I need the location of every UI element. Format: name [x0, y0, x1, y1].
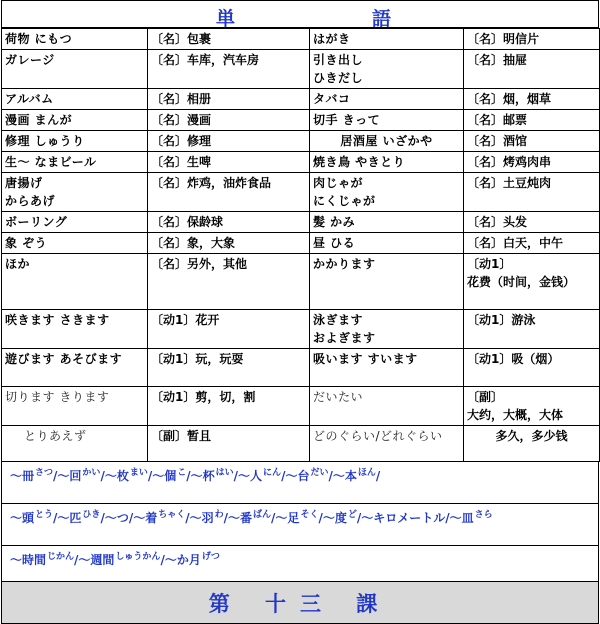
- counter-word: /～週間: [74, 553, 115, 567]
- vocab-meaning-right-text: 〔名〕抽屉: [467, 53, 528, 67]
- counter-line-3: [2, 546, 598, 582]
- vocab-word-right: [310, 426, 464, 462]
- vocab-meaning-left: [148, 233, 310, 254]
- vocab-word-right: [310, 173, 464, 212]
- counter-reading: ちゃく: [158, 510, 186, 520]
- counter-reading: まい: [129, 468, 148, 478]
- vocab-word-right-text: だいたい: [313, 390, 364, 404]
- counter-word: /～番: [223, 511, 253, 525]
- counter-reading: しゅうかん: [115, 552, 161, 562]
- counter-reading: さら: [474, 510, 493, 520]
- counter-word: /: [375, 469, 381, 483]
- vocab-word-left: [2, 349, 148, 387]
- counter-word: /～つ: [100, 511, 129, 525]
- vocab-meaning-left: [148, 254, 310, 310]
- counter-word: /～足: [271, 511, 300, 525]
- vocab-word-left-text: 咲きます さきます: [5, 313, 110, 327]
- vocab-word-right-text: 昼 ひる: [313, 236, 356, 250]
- counter-reading: とう: [35, 510, 54, 520]
- vocab-meaning-left-text: 〔动1〕花开: [151, 313, 220, 327]
- vocab-meaning-left: [148, 50, 310, 89]
- vocab-meaning-right-text: 〔动1〕 花费（时间，金钱）: [467, 257, 576, 289]
- vocabulary-table: [1, 28, 600, 462]
- vocab-meaning-left-text: 〔名〕生啤: [151, 155, 212, 169]
- vocab-meaning-left: [148, 310, 310, 349]
- vocab-word-left-text: 切ります きります: [5, 390, 110, 404]
- vocab-word-right: [310, 131, 464, 152]
- vocab-word-left-text: とりあえず: [24, 429, 87, 443]
- vocab-word-left-text: ほか: [5, 257, 31, 271]
- vocab-row: [2, 212, 600, 233]
- vocab-word-right: [310, 50, 464, 89]
- vocab-row: [2, 110, 600, 131]
- vocab-meaning-right: [464, 426, 600, 462]
- vocab-row: [2, 233, 600, 254]
- vocab-row: [2, 89, 600, 110]
- vocab-word-right-text: 肉じゃが にくじゃが: [313, 176, 376, 208]
- vocab-meaning-right: [464, 233, 600, 254]
- counter-word: ～時間: [10, 553, 47, 567]
- vocab-meaning-left-text: 〔动1〕玩，玩耍: [151, 352, 244, 366]
- counter-reading: ひき: [82, 510, 101, 520]
- vocab-word-left-text: 修理 しゅうり: [5, 134, 85, 148]
- vocab-meaning-right-text: 〔名〕酒馆: [467, 134, 528, 148]
- counter-reading: こ: [177, 468, 187, 478]
- vocab-word-right: [310, 233, 464, 254]
- counter-section: [1, 462, 599, 582]
- vocab-meaning-right: [464, 254, 600, 310]
- vocab-row: [2, 310, 600, 349]
- vocab-word-left: [2, 50, 148, 89]
- vocab-word-left: [2, 29, 148, 50]
- vocab-word-left-text: 荷物 にもつ: [5, 32, 73, 46]
- vocab-meaning-right: [464, 310, 600, 349]
- counter-reading: ほん: [357, 468, 376, 478]
- vocab-meaning-left-text: 〔副〕暂且: [151, 429, 212, 443]
- vocab-meaning-left: [148, 89, 310, 110]
- counter-reading: わ: [214, 510, 224, 520]
- vocab-word-left: [2, 110, 148, 131]
- counter-reading: ばん: [253, 510, 272, 520]
- vocab-word-right-text: 引き出し ひきだし: [313, 53, 364, 85]
- vocab-row: [2, 50, 600, 89]
- vocab-word-right-text: 切手 きって: [313, 113, 381, 127]
- counter-word: ～頭: [10, 511, 35, 525]
- counter-reading: ど: [347, 510, 357, 520]
- vocab-word-right-text: 焼き鳥 やきとり: [313, 155, 406, 169]
- vocab-word-left: [2, 254, 148, 310]
- vocab-meaning-right: [464, 29, 600, 50]
- vocab-meaning-left: [148, 349, 310, 387]
- vocab-meaning-right: [464, 212, 600, 233]
- vocab-meaning-right: [464, 50, 600, 89]
- vocab-meaning-right-text: 〔动1〕游泳: [467, 313, 536, 327]
- vocab-meaning-right-text: 〔副〕 大约，大概，大体: [467, 390, 564, 422]
- vocab-word-left: [2, 89, 148, 110]
- counter-word: /～キロメートル/～皿: [356, 511, 474, 525]
- vocab-meaning-right-text: 〔名〕土豆炖肉: [467, 176, 552, 190]
- vocab-meaning-left: [148, 110, 310, 131]
- lesson-title: 第 十三 課: [208, 591, 392, 616]
- vocab-row: [2, 349, 600, 387]
- counter-word: /～本: [328, 469, 357, 483]
- vocab-word-left: [2, 152, 148, 173]
- header-right-char: 語: [372, 8, 392, 30]
- vocab-word-left-text: 遊びます あそびます: [5, 352, 123, 366]
- vocab-word-right: [310, 349, 464, 387]
- vocab-word-left-text: 漫画 まんが: [5, 113, 73, 127]
- vocab-word-left: [2, 212, 148, 233]
- counter-reading: げつ: [201, 552, 220, 562]
- vocab-word-left-text: ガレージ: [5, 53, 55, 67]
- counter-word: ～冊: [10, 469, 35, 483]
- vocab-meaning-right-text: 〔名〕明信片: [467, 32, 540, 46]
- vocab-word-left: [2, 233, 148, 254]
- vocab-word-right: [310, 254, 464, 310]
- vocab-word-left: [2, 310, 148, 349]
- vocab-word-right-text: かかります: [313, 257, 376, 271]
- counter-reading: じかん: [47, 552, 75, 562]
- vocabulary-header: [1, 0, 599, 28]
- vocab-word-right: [310, 212, 464, 233]
- counter-word: /～回: [53, 469, 82, 483]
- counter-reading: そく: [300, 510, 319, 520]
- vocab-meaning-left-text: 〔名〕包裹: [151, 32, 212, 46]
- vocab-meaning-left: [148, 426, 310, 462]
- vocab-word-left: [2, 131, 148, 152]
- vocab-meaning-left: [148, 152, 310, 173]
- vocab-meaning-left-text: 〔名〕象，大象: [151, 236, 236, 250]
- vocab-meaning-left-text: 〔名〕炸鸡，油炸食品: [151, 176, 272, 190]
- counter-line-1: [2, 462, 598, 504]
- vocab-word-left: [2, 173, 148, 212]
- counter-word: /～杯: [186, 469, 215, 483]
- vocab-row: [2, 152, 600, 173]
- vocab-row: [2, 254, 600, 310]
- vocab-word-right-text: 吸います すいます: [313, 352, 418, 366]
- counter-reading: にん: [263, 468, 282, 478]
- counter-word: /～度: [318, 511, 347, 525]
- vocab-word-left-text: 象 ぞう: [5, 236, 48, 250]
- vocab-word-left: [2, 387, 148, 426]
- vocab-meaning-right: [464, 110, 600, 131]
- vocab-word-right: [310, 110, 464, 131]
- vocab-word-left-text: 生～ なまビール: [5, 155, 97, 169]
- vocab-meaning-left-text: 〔名〕修理: [151, 134, 212, 148]
- vocab-meaning-right-text: 〔名〕头发: [467, 215, 528, 229]
- vocab-word-right-text: 泳ぎます およぎます: [313, 313, 376, 345]
- vocab-row: [2, 426, 600, 462]
- vocab-word-right: [310, 152, 464, 173]
- vocab-meaning-right: [464, 387, 600, 426]
- counter-word: /～個: [147, 469, 177, 483]
- vocab-meaning-right-text: 〔名〕烤鸡肉串: [467, 155, 552, 169]
- vocab-word-right: [310, 29, 464, 50]
- vocab-word-left-text: 唐揚げ からあげ: [5, 176, 56, 208]
- vocab-word-right: [310, 387, 464, 426]
- vocab-meaning-right-text: 〔动1〕吸（烟）: [467, 352, 560, 366]
- vocab-meaning-right-text: 〔名〕白天，中午: [467, 236, 564, 250]
- vocab-meaning-left: [148, 387, 310, 426]
- vocab-word-right-text: どのぐらい/どれぐらい: [313, 429, 443, 443]
- vocab-meaning-left: [148, 131, 310, 152]
- vocab-word-left-text: アルバム: [5, 92, 54, 106]
- vocab-word-left: [2, 426, 148, 462]
- header-left-char: 単: [216, 8, 236, 30]
- vocab-meaning-left: [148, 29, 310, 50]
- vocab-word-right-text: 居酒屋 いざかや: [340, 134, 433, 148]
- vocab-meaning-left-text: 〔名〕另外，其他: [151, 257, 248, 271]
- vocab-word-right-text: タバコ: [313, 92, 351, 106]
- vocab-meaning-left: [148, 212, 310, 233]
- counter-word: /～羽: [185, 511, 214, 525]
- vocab-meaning-left-text: 〔动1〕剪，切，割: [151, 390, 256, 404]
- counter-reading: はい: [215, 468, 234, 478]
- counter-word: /～枚: [100, 469, 129, 483]
- vocab-meaning-left: [148, 173, 310, 212]
- vocab-word-left-text: ボーリング: [5, 215, 68, 229]
- counter-word: /～匹: [53, 511, 82, 525]
- counter-reading: だい: [310, 468, 329, 478]
- vocab-meaning-left-text: 〔名〕漫画: [151, 113, 212, 127]
- lesson-title-bar: [1, 582, 599, 624]
- counter-word: /～着: [128, 511, 158, 525]
- vocab-meaning-right: [464, 349, 600, 387]
- vocab-word-right: [310, 89, 464, 110]
- counter-line-2: [2, 504, 598, 546]
- vocab-row: [2, 387, 600, 426]
- vocab-meaning-left-text: 〔名〕相册: [151, 92, 212, 106]
- counter-word: /～人: [233, 469, 263, 483]
- counter-reading: かい: [82, 468, 101, 478]
- vocab-row: [2, 29, 600, 50]
- vocab-row: [2, 173, 600, 212]
- vocab-meaning-right-text: 〔名〕邮票: [467, 113, 528, 127]
- vocab-word-right-text: はがき: [313, 32, 351, 46]
- vocab-meaning-right: [464, 152, 600, 173]
- vocab-meaning-right: [464, 89, 600, 110]
- vocab-meaning-right: [464, 131, 600, 152]
- counter-word: /～か月: [160, 553, 201, 567]
- vocab-meaning-left-text: 〔名〕保龄球: [151, 215, 224, 229]
- counter-word: /～台: [281, 469, 310, 483]
- counter-reading: さつ: [35, 468, 54, 478]
- vocab-meaning-right: [464, 173, 600, 212]
- vocab-word-right: [310, 310, 464, 349]
- vocab-meaning-right-text: 〔名〕烟，烟草: [467, 92, 552, 106]
- vocab-meaning-right-text: 多久，多少钱: [495, 429, 568, 443]
- vocabulary-sheet: [1, 0, 599, 624]
- vocab-meaning-left-text: 〔名〕车库，汽车房: [151, 53, 260, 67]
- vocab-word-right-text: 髪 かみ: [313, 215, 356, 229]
- vocab-row: [2, 131, 600, 152]
